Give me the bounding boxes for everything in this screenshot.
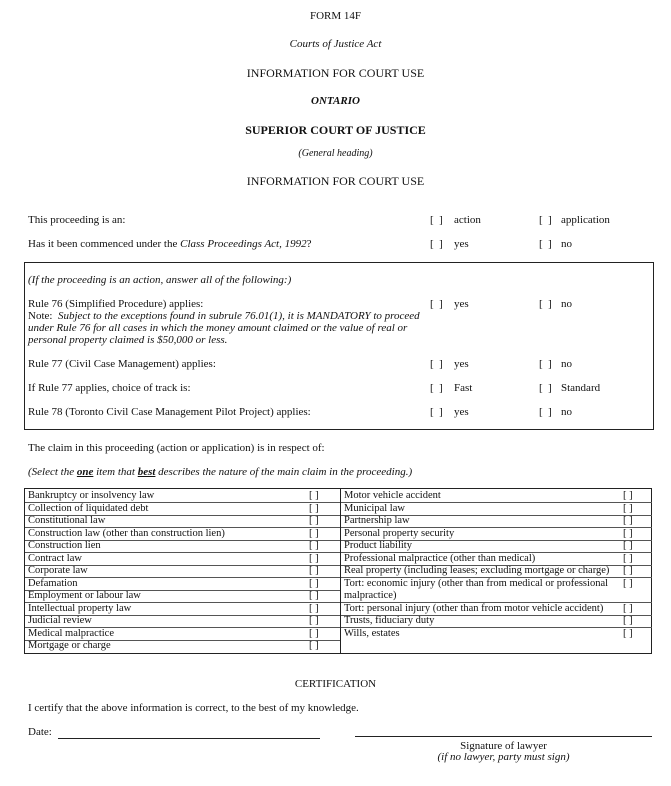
select-suffix: describes the nature of the main claim in the proceeding.) — [155, 466, 413, 478]
claim-label: Defamation — [28, 577, 78, 589]
claim-checkbox[interactable]: [ ] — [309, 565, 319, 576]
signature-label: Signature of lawyer — [460, 740, 547, 752]
claim-row-right — [341, 615, 652, 627]
claim-row-right — [341, 603, 652, 615]
class-yes-label: yes — [454, 238, 469, 250]
checkbox-rule78-no[interactable]: [ ] — [539, 406, 552, 418]
class-q-prefix: Has it been commenced under the — [28, 238, 181, 250]
claim-checkbox[interactable]: [ ] — [309, 615, 319, 626]
claim-row-left — [25, 628, 340, 640]
select-prefix: (Select the — [28, 466, 77, 478]
claim-row-left — [25, 578, 340, 590]
claim-label: Product liability — [344, 540, 412, 551]
claim-label: Tort: personal injury (other than from motor vehicle accident) — [344, 602, 604, 614]
claim-checkbox[interactable]: [ ] — [623, 552, 633, 564]
claim-label: Collection of liquidated debt — [28, 502, 149, 514]
claim-label: Tort: economic injury (other than from medical or professional — [344, 577, 609, 589]
claim-select-instruction — [28, 466, 412, 478]
claim-label: Employment or labour law — [28, 590, 141, 601]
checkbox-application[interactable]: [ ] — [539, 214, 552, 226]
rule78-label: Rule 78 (Toronto Civil Case Management Pilot Project) applies: — [28, 406, 311, 418]
claim-row-right — [341, 540, 652, 552]
claim-checkbox[interactable]: [ ] — [309, 502, 319, 514]
claim-checkbox[interactable]: [ ] — [309, 577, 319, 589]
option-action-label: action — [454, 214, 481, 226]
claim-checkbox[interactable]: [ ] — [309, 527, 319, 539]
class-q-act: Class Proceedings Act, 1992 — [180, 238, 307, 250]
track-label: If Rule 77 applies, choice of track is: — [28, 382, 191, 394]
claim-checkbox[interactable]: [ ] — [309, 515, 319, 526]
claim-row-right — [341, 553, 652, 565]
checkbox-action[interactable]: [ ] — [430, 214, 443, 226]
claim-row-left — [25, 565, 340, 577]
rules-box — [24, 262, 654, 430]
class-q-suffix: ? — [306, 238, 312, 250]
claim-checkbox[interactable]: [ ] — [623, 527, 633, 539]
claim-row-right — [341, 515, 652, 527]
claim-label: Construction law (other than construction lien) — [28, 527, 225, 539]
claim-label: Mortgage or charge — [28, 640, 111, 651]
checkbox-rule76-yes[interactable]: [ ] — [430, 298, 443, 310]
claim-checkbox[interactable]: [ ] — [623, 627, 633, 639]
rule77-no-label: no — [561, 358, 572, 370]
claim-label: Trusts, fiduciary duty — [344, 615, 435, 626]
rule76-yes-label: yes — [454, 298, 469, 310]
rule78-no-label: no — [561, 406, 572, 418]
option-application-label: application — [561, 214, 610, 226]
claim-label: Motor vehicle accident — [344, 490, 441, 501]
claim-row-right — [341, 503, 652, 515]
date-label: Date: — [28, 726, 52, 738]
select-best: best — [137, 466, 156, 478]
claim-checkbox[interactable]: [ ] — [309, 552, 319, 564]
province: ONTARIO — [311, 95, 360, 107]
claim-label: Bankruptcy or insolvency law — [28, 490, 155, 501]
rule76-note-line2: under Rule 76 for all cases in which the money amount claimed or the value of real or — [28, 322, 408, 334]
claim-checkbox[interactable]: [ ] — [623, 502, 633, 514]
checkbox-rule76-no[interactable]: [ ] — [539, 298, 552, 310]
rule76-label: Rule 76 (Simplified Procedure) applies: — [28, 298, 204, 310]
claim-checkbox[interactable]: [ ] — [309, 490, 319, 501]
claim-checkbox[interactable]: [ ] — [623, 615, 633, 626]
claim-label: Medical malpractice — [28, 627, 114, 639]
court-name: SUPERIOR COURT OF JUSTICE — [245, 123, 426, 137]
claim-row-left — [25, 540, 340, 552]
claim-label: Wills, estates — [344, 627, 400, 639]
claim-row-left — [25, 640, 340, 652]
certification-title: CERTIFICATION — [294, 678, 377, 690]
claim-checkbox[interactable]: [ ] — [623, 540, 633, 551]
claim-row-left — [25, 515, 340, 527]
claim-intro: The claim in this proceeding (action or application) is in respect of: — [28, 442, 325, 454]
claim-row-right-continuation — [341, 590, 652, 602]
claim-label: Professional malpractice (other than medical) — [344, 552, 536, 564]
info-title-2: INFORMATION FOR COURT USE — [246, 174, 425, 188]
checkbox-track-standard[interactable]: [ ] — [539, 382, 552, 394]
claim-row-left — [25, 615, 340, 627]
select-one: one — [76, 466, 94, 478]
claim-checkbox[interactable]: [ ] — [623, 565, 633, 576]
claim-type-table — [24, 488, 652, 654]
checkbox-rule77-yes[interactable]: [ ] — [430, 358, 443, 370]
class-no-label: no — [561, 238, 572, 250]
claim-row-left — [25, 603, 340, 615]
rule77-label: Rule 77 (Civil Case Management) applies: — [28, 358, 216, 370]
rule78-yes-label: yes — [454, 406, 469, 418]
certification-statement: I certify that the above information is correct, to the best of my knowledge. — [28, 702, 359, 714]
claim-label: Construction lien — [28, 540, 101, 551]
rule77-yes-label: yes — [454, 358, 469, 370]
note-label: Note: — [28, 310, 53, 322]
rules-intro: (If the proceeding is an action, answer all of the following:) — [28, 274, 292, 286]
class-proceedings-question — [28, 238, 312, 250]
claim-label: Municipal law — [344, 502, 405, 514]
claim-row-left — [25, 528, 340, 540]
checkbox-rule77-no[interactable]: [ ] — [539, 358, 552, 370]
general-heading: (General heading) — [298, 148, 373, 159]
note-line1: Subject to the exceptions found in subrule 76.01(1), it is MANDATORY to proceed — [57, 310, 420, 322]
claim-checkbox[interactable]: [ ] — [309, 640, 319, 651]
track-fast-label: Fast — [454, 382, 473, 394]
rule76-no-label: no — [561, 298, 572, 310]
claim-row-right — [341, 628, 652, 640]
proceeding-type-question: This proceeding is an: — [28, 214, 126, 226]
claim-label: Real property (including leases; excluding mortgage or charge) — [344, 565, 610, 576]
claim-row-left — [25, 553, 340, 565]
claim-checkbox[interactable]: [ ] — [623, 602, 633, 614]
claim-row-right — [341, 578, 652, 590]
checkbox-class-yes[interactable]: [ ] — [430, 238, 443, 250]
claim-row-left — [25, 490, 340, 502]
claim-label: Personal property security — [344, 527, 455, 539]
date-line[interactable] — [58, 738, 320, 739]
claim-checkbox[interactable]: [ ] — [309, 590, 319, 601]
claim-checkbox[interactable]: [ ] — [309, 602, 319, 614]
checkbox-rule78-yes[interactable]: [ ] — [430, 406, 443, 418]
act-name: Courts of Justice Act — [289, 38, 382, 50]
claim-label: Intellectual property law — [28, 602, 132, 614]
claim-label: Judicial review — [28, 615, 92, 626]
info-title: INFORMATION FOR COURT USE — [246, 66, 425, 80]
claim-label: Contract law — [28, 552, 82, 564]
checkbox-class-no[interactable]: [ ] — [539, 238, 552, 250]
claim-checkbox[interactable]: [ ] — [623, 490, 633, 501]
form-number: FORM 14F — [309, 10, 362, 22]
claim-checkbox[interactable]: [ ] — [309, 627, 319, 639]
claim-row-right — [341, 565, 652, 577]
rule76-note-line3: personal property claimed is $50,000 or less. — [28, 334, 228, 346]
claim-label: Constitutional law — [28, 515, 106, 526]
claim-checkbox[interactable]: [ ] — [623, 577, 633, 589]
claim-row-left — [25, 590, 340, 602]
claim-row-right — [341, 528, 652, 540]
signature-line[interactable] — [355, 736, 652, 737]
claim-row-right — [341, 490, 652, 502]
checkbox-track-fast[interactable]: [ ] — [430, 382, 443, 394]
claim-row-left — [25, 503, 340, 515]
select-mid: item that — [93, 466, 138, 478]
signature-note: (if no lawyer, party must sign) — [437, 751, 570, 763]
rule76-note-line1 — [28, 310, 420, 322]
claim-checkbox[interactable]: [ ] — [309, 540, 319, 551]
claim-label: Partnership law — [344, 515, 410, 526]
claim-label: malpractice) — [344, 590, 397, 601]
track-standard-label: Standard — [561, 382, 601, 394]
claim-checkbox[interactable]: [ ] — [623, 515, 633, 526]
claim-label: Corporate law — [28, 565, 88, 576]
